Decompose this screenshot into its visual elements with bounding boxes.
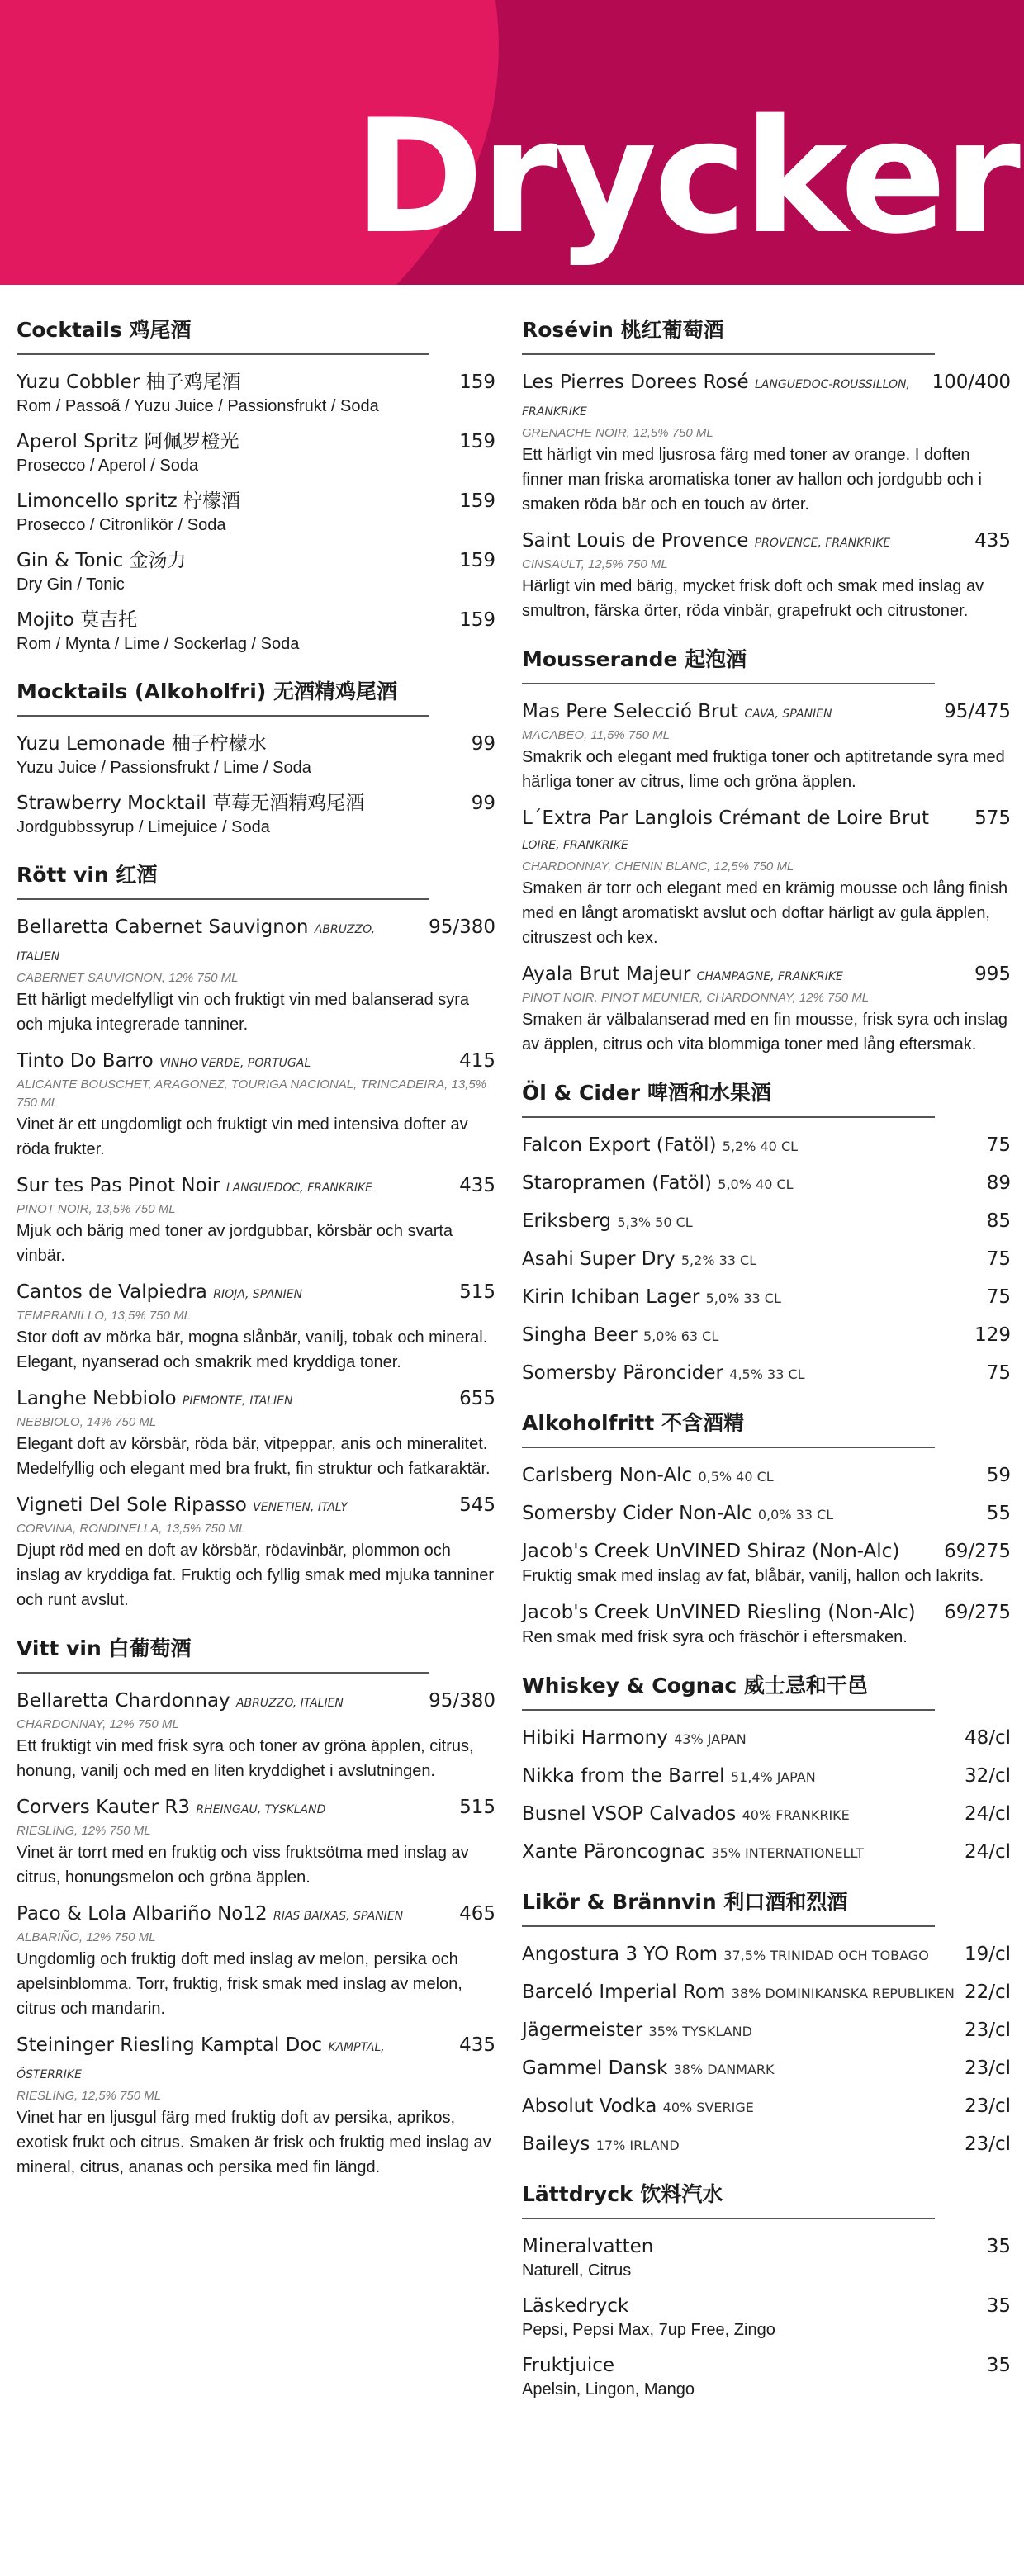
item-name: Vigneti Del Sole Ripasso [17, 1494, 247, 1516]
item-spec: 35% INTERNATIONELLT [711, 1845, 864, 1861]
item-description: Fruktig smak med inslag av fat, blåbär, vanilj, hallon och lakrits. [522, 1567, 984, 1585]
item-spec: 5,0% 63 CL [643, 1328, 719, 1344]
item-name: Mas Pere Selecció Brut [522, 701, 739, 722]
item-name: Les Pierres Dorees Rosé [522, 372, 749, 393]
item-name: Hibiki Harmony [522, 1727, 668, 1749]
menu-item [522, 1980, 1011, 2006]
section-title: Mocktails (Alkoholfri) 无酒精鸡尾酒 [17, 675, 429, 717]
item-price: 23/cl [964, 2057, 1011, 2079]
item-spec: 43% JAPAN [674, 1731, 747, 1747]
item-spec: 40% FRANKRIKE [742, 1807, 850, 1823]
wine-item [522, 528, 1011, 623]
header-banner [0, 0, 1024, 285]
item-ingredients: Prosecco / Aperol / Soda [17, 457, 199, 475]
item-price: 19/cl [964, 1944, 1011, 1965]
item-grape: CORVINA, RONDINELLA, 13,5% 750 ML [17, 1522, 246, 1536]
item-price: 465 [459, 1903, 495, 1925]
item-name: Jacob's Creek UnVINED Riesling (Non-Alc) [522, 1602, 916, 1623]
item-name: Bellaretta Chardonnay [17, 1690, 230, 1712]
item-spec: 17% IRLAND [595, 2138, 680, 2153]
item-name: Carlsberg Non-Alc [522, 1465, 693, 1486]
item-ingredients: Pepsi, Pepsi Max, 7up Free, Zingo [522, 2321, 775, 2339]
item-price: 159 [459, 490, 495, 512]
item-price: 75 [986, 1248, 1011, 1270]
section-cocktails [17, 314, 495, 656]
item-origin: LANGUEDOC-ROUSSILLON, FRANKRIKE [522, 378, 910, 419]
wine-item [17, 1386, 495, 1481]
item-price: 22/cl [964, 1982, 1011, 2003]
item-description: Ungdomlig och fruktig doft med inslag av melon, persika och apelsinblomma. Torr, fruktig, frisk smak med inslag av melon, citrus och mandarin. [17, 1950, 462, 2018]
item-price: 35 [986, 2295, 1011, 2317]
item-name: Corvers Kauter R3 [17, 1797, 190, 1818]
menu-item [522, 1133, 1011, 1159]
item-ingredients: Dry Gin / Tonic [17, 575, 125, 594]
item-spec: 5,0% 40 CL [718, 1177, 794, 1192]
menu-item [17, 489, 495, 537]
item-spec: 38% DANMARK [673, 2062, 775, 2077]
item-description: Smaken är torr och elegant med en krämig mousse och lång finish med en långt aromatiskt avslut och doftar härligt av gula äpplen, citruszest och kex. [522, 879, 1008, 947]
item-name: Angostura 3 YO Rom [522, 1944, 718, 1965]
item-origin: PROVENCE, FRANKRIKE [754, 537, 891, 550]
section-mocktails [17, 675, 495, 839]
item-name: Saint Louis de Provence [522, 530, 749, 552]
item-price: 32/cl [964, 1765, 1011, 1787]
item-origin: CAVA, SPANIEN [744, 708, 832, 721]
menu-item [17, 732, 495, 779]
item-price: 435 [459, 1175, 495, 1196]
item-name: Barceló Imperial Rom [522, 1982, 726, 2003]
item-name: Baileys [522, 2133, 590, 2155]
item-grape: GRENACHE NOIR, 12,5% 750 ML [522, 426, 713, 440]
item-price: 95/380 [429, 916, 495, 938]
item-grape: RIESLING, 12,5% 750 ML [17, 2089, 162, 2103]
item-name: L´Extra Par Langlois Crémant de Loire Brut [522, 807, 930, 829]
item-price: 55 [986, 1503, 1011, 1524]
item-price: 99 [471, 793, 495, 814]
item-description: Härligt vin med bärig, mycket frisk doft och smak med inslag av smultron, färska örter, röda vinbär, grapefrukt och citrustoner. [522, 577, 984, 620]
page-title: Drycker [353, 86, 1017, 268]
item-origin: ABRUZZO, ITALIEN [17, 923, 376, 964]
item-price: 23/cl [964, 2133, 1011, 2155]
item-price: 75 [986, 1134, 1011, 1156]
item-description: Ren smak med frisk syra och fräschör i eftersmaken. [522, 1628, 908, 1646]
item-name: Läskedryck [522, 2295, 629, 2317]
item-price: 575 [974, 807, 1011, 829]
item-grape: ALICANTE BOUSCHET, ARAGONEZ, TOURIGA NACIONAL, TRINCADEIRA, 13,5% 750 ML [17, 1077, 487, 1110]
item-price: 75 [986, 1286, 1011, 1308]
item-grape: TEMPRANILLO, 13,5% 750 ML [17, 1309, 191, 1323]
menu-item [522, 1285, 1011, 1311]
item-description: Ett härligt medelfylligt vin och fruktigt vin med balanserad syra och mjuka integrerade tanniner. [17, 991, 470, 1034]
section-liqueur [522, 1886, 1011, 2158]
menu-item [522, 1726, 1011, 1752]
item-grape: CABERNET SAUVIGNON, 12% 750 ML [17, 971, 239, 985]
item-name: Mojito 莫吉托 [17, 609, 138, 631]
menu-item [522, 2018, 1011, 2044]
section-title: Alkoholfritt 不含酒精 [522, 1407, 935, 1448]
item-price: 435 [459, 2034, 495, 2056]
item-ingredients: Prosecco / Citronlikör / Soda [17, 516, 226, 534]
item-grape: PINOT NOIR, PINOT MEUNIER, CHARDONNAY, 12% 750 ML [522, 991, 870, 1005]
wine-item [17, 2033, 495, 2180]
item-ingredients: Rom / Passoã / Yuzu Juice / Passionsfrukt / Soda [17, 397, 379, 415]
section-beer-cider [522, 1077, 1011, 1387]
item-name: Xante Päroncognac [522, 1841, 706, 1863]
item-origin: LANGUEDOC, FRANKRIKE [225, 1181, 372, 1195]
item-name: Gin & Tonic 金汤力 [17, 550, 187, 571]
menu-item [522, 2294, 1011, 2342]
menu-item [522, 2234, 1011, 2282]
menu-item [522, 2094, 1011, 2120]
item-price: 100/400 [932, 372, 1011, 393]
wine-item [17, 1901, 495, 2021]
item-name: Strawberry Mocktail 草莓无酒精鸡尾酒 [17, 793, 365, 814]
item-origin: VINHO VERDE, PORTUGAL [159, 1057, 311, 1070]
item-name: Somersby Cider Non-Alc [522, 1503, 752, 1524]
section-whiskey-cognac [522, 1669, 1011, 1866]
wine-item [17, 1493, 495, 1612]
item-spec: 37,5% TRINIDAD OCH TOBAGO [723, 1948, 929, 1963]
item-description: Smakrik och elegant med fruktiga toner och aptitretande syra med härliga toner av citrus, lime och gröna äpplen. [522, 748, 1005, 791]
item-price: 85 [986, 1210, 1011, 1232]
section-title: Mousserande 起泡酒 [522, 643, 935, 684]
section-title: Lättdryck 饮料汽水 [522, 2178, 935, 2219]
item-description: Vinet är ett ungdomligt och fruktigt vin med intensiva dofter av röda frukter. [17, 1115, 468, 1158]
item-spec: 38% DOMINIKANSKA REPUBLIKEN [731, 1986, 955, 2001]
item-grape: CHARDONNAY, CHENIN BLANC, 12,5% 750 ML [522, 859, 794, 874]
item-spec: 0,5% 40 CL [698, 1469, 774, 1485]
item-price: 59 [986, 1465, 1011, 1486]
item-origin: RHEINGAU, TYSKLAND [196, 1803, 326, 1816]
item-description: Vinet är torrt med en fruktig och viss fruktsötma med inslag av citrus, honungsmelon och gröna äpplen. [17, 1844, 469, 1887]
menu-item [522, 1840, 1011, 1866]
item-spec: 40% SVERIGE [662, 2100, 754, 2115]
item-name: Cantos de Valpiedra [17, 1281, 207, 1303]
item-description: Elegant doft av körsbär, röda bär, vitpeppar, anis och mineralitet. Medelfyllig och elegant med bra frukt, fin struktur och fatkaraktär. [17, 1435, 491, 1478]
item-name: Falcon Export (Fatöl) [522, 1134, 717, 1156]
item-price: 69/275 [944, 1602, 1011, 1623]
item-name: Gammel Dansk [522, 2057, 668, 2079]
menu-item [522, 1942, 1011, 1968]
item-name: Mineralvatten [522, 2236, 654, 2257]
menu-item [522, 2132, 1011, 2158]
item-spec: 0,0% 33 CL [757, 1507, 834, 1522]
section-title: Rött vin 红酒 [17, 859, 429, 900]
item-price: 159 [459, 609, 495, 631]
wine-item [17, 1173, 495, 1268]
item-spec: 4,5% 33 CL [729, 1366, 805, 1382]
item-name: Tinto Do Barro [17, 1050, 154, 1072]
item-spec: 5,3% 50 CL [617, 1215, 693, 1230]
item-name: Somersby Päroncider [522, 1362, 723, 1384]
item-spec: 51,4% JAPAN [730, 1769, 816, 1785]
section-title: Likör & Brännvin 利口酒和烈酒 [522, 1886, 935, 1927]
menu-item [17, 608, 495, 656]
item-description: Ett härligt vin med ljusrosa färg med toner av orange. I doften finner man friska aromatiska toner av hallon och jordgubb och i smaken röda bär och en touch av örter. [522, 446, 982, 514]
menu-item [522, 1171, 1011, 1197]
menu-item [17, 429, 495, 477]
item-origin: VENETIEN, ITALY [253, 1501, 348, 1514]
wine-item [17, 915, 495, 1037]
menu-item [522, 2353, 1011, 2401]
menu-item [522, 1463, 1011, 1489]
item-ingredients: Apelsin, Lingon, Mango [522, 2380, 695, 2398]
menu-item [522, 2056, 1011, 2082]
item-spec: 5,0% 33 CL [705, 1290, 781, 1306]
item-origin: LOIRE, FRANKRIKE [522, 839, 628, 852]
right-column [522, 314, 1011, 2421]
item-price: 24/cl [964, 1841, 1011, 1863]
item-price: 75 [986, 1362, 1011, 1384]
item-grape: CHARDONNAY, 12% 750 ML [17, 1717, 179, 1731]
item-price: 99 [471, 733, 495, 755]
wine-item [522, 370, 1011, 517]
item-name: Paco & Lola Albariño No12 [17, 1903, 268, 1925]
item-grape: PINOT NOIR, 13,5% 750 ML [17, 1202, 176, 1216]
item-name: Eriksberg [522, 1210, 612, 1232]
menu-item [522, 1802, 1011, 1828]
item-spec: 5,2% 40 CL [722, 1139, 799, 1154]
section-title: Öl & Cider 啤酒和水果酒 [522, 1077, 935, 1118]
item-price: 159 [459, 431, 495, 452]
menu-item [522, 1764, 1011, 1790]
item-price: 35 [986, 2355, 1011, 2376]
item-name: Bellaretta Cabernet Sauvignon [17, 916, 309, 938]
section-white-wine [17, 1632, 495, 2180]
item-spec: 35% TYSKLAND [648, 2024, 752, 2039]
item-name: Sur tes Pas Pinot Noir [17, 1175, 220, 1196]
item-name: Yuzu Lemonade 柚子柠檬水 [17, 733, 267, 755]
menu-item [522, 1209, 1011, 1235]
item-name: Staropramen (Fatöl) [522, 1172, 712, 1194]
wine-item [17, 1688, 495, 1783]
item-description: Stor doft av mörka bär, mogna slånbär, vanilj, tobak och mineral. Elegant, nyanserad och smakrik med kryddiga toner. [17, 1328, 488, 1371]
menu-item [522, 1361, 1011, 1387]
item-name: Busnel VSOP Calvados [522, 1803, 737, 1825]
section-soft-drinks [522, 2178, 1011, 2401]
item-name: Ayala Brut Majeur [522, 964, 691, 985]
wine-item [522, 699, 1011, 794]
item-price: 159 [459, 550, 495, 571]
item-price: 23/cl [964, 2020, 1011, 2041]
wine-item [522, 962, 1011, 1057]
item-name: Limoncello spritz 柠檬酒 [17, 490, 241, 512]
section-title: Vitt vin 白葡萄酒 [17, 1632, 429, 1674]
item-grape: ALBARIÑO, 12% 750 ML [17, 1930, 156, 1944]
section-title: Whiskey & Cognac 威士忌和干邑 [522, 1669, 935, 1711]
item-grape: MACABEO, 11,5% 750 ML [522, 728, 670, 742]
wine-item [522, 806, 1011, 950]
item-price: 515 [459, 1281, 495, 1303]
section-title: Cocktails 鸡尾酒 [17, 314, 429, 355]
menu-item [522, 1323, 1011, 1349]
item-origin: RIAS BAIXAS, SPANIEN [273, 1910, 404, 1923]
section-title: Rosévin 桃红葡萄酒 [522, 314, 935, 355]
item-name: Jägermeister [522, 2020, 643, 2041]
item-name: Nikka from the Barrel [522, 1765, 725, 1787]
item-name: Aperol Spritz 阿佩罗橙光 [17, 431, 239, 452]
item-price: 545 [459, 1494, 495, 1516]
item-name: Fruktjuice [522, 2355, 615, 2376]
section-red-wine [17, 859, 495, 1612]
item-name: Langhe Nebbiolo [17, 1388, 177, 1409]
menu-item [17, 791, 495, 839]
item-price: 95/380 [429, 1690, 495, 1712]
item-description: Ett fruktigt vin med frisk syra och toner av gröna äpplen, citrus, honung, vanilj och med en liten kryddighet i avslutningen. [17, 1737, 474, 1780]
item-price: 515 [459, 1797, 495, 1818]
item-price: 48/cl [964, 1727, 1011, 1749]
left-column [17, 314, 495, 2200]
item-grape: CINSAULT, 12,5% 750 ML [522, 557, 668, 571]
item-price: 95/475 [944, 701, 1011, 722]
item-origin: ABRUZZO, ITALIEN [235, 1697, 344, 1710]
item-price: 69/275 [944, 1541, 1011, 1562]
item-price: 415 [459, 1050, 495, 1072]
item-price: 89 [986, 1172, 1011, 1194]
item-name: Jacob's Creek UnVINED Shiraz (Non-Alc) [522, 1541, 900, 1562]
section-non-alcoholic [522, 1407, 1011, 1650]
item-spec: 5,2% 33 CL [680, 1252, 757, 1268]
item-description: Mjuk och bärig med toner av jordgubbar, körsbär och svarta vinbär. [17, 1222, 453, 1265]
item-price: 159 [459, 372, 495, 393]
item-ingredients: Rom / Mynta / Lime / Sockerlag / Soda [17, 635, 300, 653]
item-description: Djupt röd med en doft av körsbär, rödavinbär, plommon och inslag av kryddiga fat. Fruktig och fyllig smak med mjuka tanniner och runt avslut. [17, 1541, 495, 1609]
section-rose [522, 314, 1011, 623]
item-origin: PIEMONTE, ITALIEN [182, 1395, 293, 1408]
item-price: 35 [986, 2236, 1011, 2257]
item-price: 995 [974, 964, 1011, 985]
item-name: Absolut Vodka [522, 2095, 657, 2117]
item-price: 24/cl [964, 1803, 1011, 1825]
menu-item [522, 1247, 1011, 1273]
item-name: Singha Beer [522, 1324, 638, 1346]
item-ingredients: Jordgubbssyrup / Limejuice / Soda [17, 818, 270, 836]
item-ingredients: Yuzu Juice / Passionsfrukt / Lime / Soda [17, 759, 311, 777]
item-origin: RIOJA, SPANIEN [213, 1288, 303, 1301]
section-sparkling [522, 643, 1011, 1057]
item-description: Vinet har en ljusgul färg med fruktig doft av persika, aprikos, exotisk frukt och citrus. Smaken är frisk och fruktig med inslag av mineral, citrus, ananas och persika med fin längd. [17, 2109, 491, 2176]
wine-item [17, 1280, 495, 1375]
item-price: 655 [459, 1388, 495, 1409]
item-description: Smaken är välbalanserad med en fin mousse, frisk syra och inslag av äpplen, citrus och vita blommiga toner med lång eftersmak. [522, 1011, 1008, 1054]
menu-item [522, 1600, 1011, 1650]
item-price: 23/cl [964, 2095, 1011, 2117]
wine-item [17, 1795, 495, 1890]
item-name: Asahi Super Dry [522, 1248, 676, 1270]
menu-item [522, 1501, 1011, 1527]
item-price: 435 [974, 530, 1011, 552]
wine-item [17, 1049, 495, 1162]
item-name: Yuzu Cobbler 柚子鸡尾酒 [17, 372, 241, 393]
item-name: Steininger Riesling Kamptal Doc [17, 2034, 323, 2056]
item-grape: RIESLING, 12% 750 ML [17, 1824, 151, 1838]
item-ingredients: Naturell, Citrus [522, 2261, 632, 2280]
item-price: 129 [974, 1324, 1011, 1346]
menu-item [522, 1539, 1011, 1589]
item-grape: NEBBIOLO, 14% 750 ML [17, 1415, 157, 1429]
menu-item [17, 370, 495, 418]
item-name: Kirin Ichiban Lager [522, 1286, 700, 1308]
menu-item [17, 548, 495, 596]
item-origin: KAMPTAL, ÖSTERRIKE [17, 2041, 385, 2081]
item-origin: CHAMPAGNE, FRANKRIKE [696, 970, 843, 983]
